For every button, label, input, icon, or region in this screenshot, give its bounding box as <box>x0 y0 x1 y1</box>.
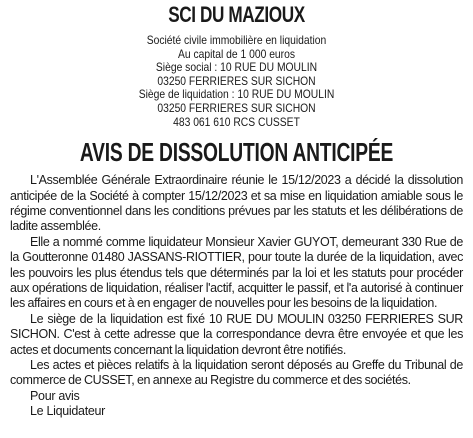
signature: Le Liquidateur <box>30 404 106 419</box>
liquidation-office-street: Siège de liquidation : 10 RUE DU MOULIN <box>138 87 335 102</box>
company-name: SCI DU MAZIOUX <box>168 2 305 27</box>
registered-office-street: Siège social : 10 RUE DU MOULIN <box>155 60 318 75</box>
closing-line: Pour avis <box>30 388 80 403</box>
paragraph-filing: Les actes et pièces relatifs à la liquidation seront déposés au Greffe du Tribunal de commerce de CUSSET, en annexe au Registre du commerce et des sociétés. <box>10 358 463 388</box>
notice-body <box>10 173 463 420</box>
company-capital: Au capital de 1 000 euros <box>177 46 296 61</box>
liquidation-office-city: 03250 FERRIERES SUR SICHON <box>157 100 316 115</box>
paragraph-liquidation-seat: Le siège de la liquidation est fixé 10 RUE DU MOULIN 03250 FERRIERES SUR SICHON. C'est à cette adresse que la correspondance devra être envoyée et que les actes et documents concernant la liquidation devront être notifiés. <box>10 311 463 357</box>
rcs-number: 483 061 610 RCS CUSSET <box>173 114 300 129</box>
paragraph-liquidator: Elle a nommé comme liquidateur Monsieur Xavier GUYOT, demeurant 330 Rue de la Goutteronne 01480 JASSANS-RIOTTIER, pour toute la durée de la liquidation, avec les pouvoirs les plus étendus tels que déterminés par la loi et les statuts pour procéder aux opérations de liquidation, réaliser l'actif, acquitter le passif, et l'a autorisé à continuer les affaires en cours et à en engager de nouvelles pour les besoins de la liquidation. <box>10 234 463 311</box>
registered-office-city: 03250 FERRIERES SUR SICHON <box>157 73 316 88</box>
company-info <box>42 34 432 129</box>
paragraph-dissolution: L'Assemblée Générale Extraordinaire réunie le 15/12/2023 a décidé la dissolution anticipée de la Société à compter 15/12/2023 et sa mise en liquidation amiable sous le régime conventionnel dans les conditions prévues par les statuts et les délibérations de ladite assemblée. <box>10 173 463 234</box>
notice-title: AVIS DE DISSOLUTION ANTICIPÉE <box>79 137 394 168</box>
company-legal-form: Société civile immobilière en liquidation <box>146 33 327 47</box>
